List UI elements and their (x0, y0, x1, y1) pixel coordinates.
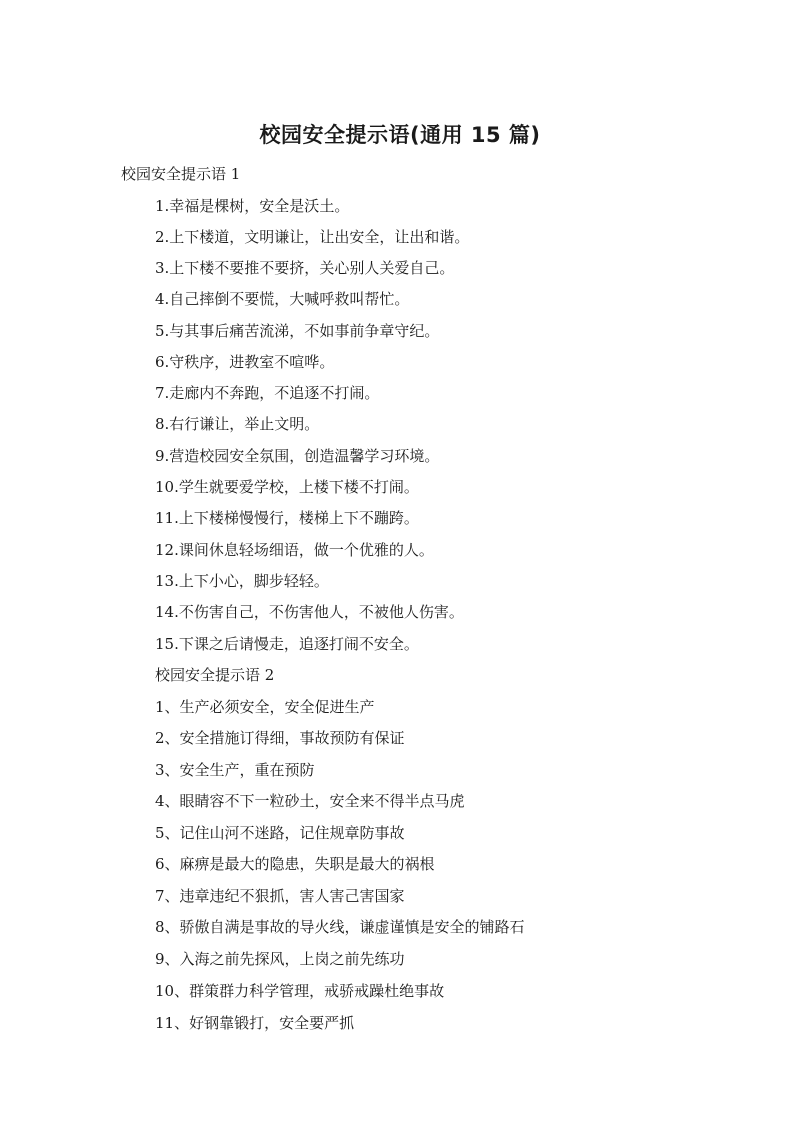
list-item: 2.上下楼道，文明谦让，让出安全，让出和谐。 (155, 228, 470, 246)
list-item: 13.上下小心，脚步轻轻。 (155, 572, 329, 590)
list-item: 11、好钢靠锻打，安全要严抓 (155, 1014, 355, 1032)
list-item: 8、骄傲自满是事故的导火线，谦虚谨慎是安全的铺路石 (155, 918, 525, 936)
list-item: 2、安全措施订得细，事故预防有保证 (155, 729, 405, 747)
list-item: 9.营造校园安全氛围，创造温馨学习环境。 (155, 447, 440, 465)
list-item: 9、入海之前先探风，上岗之前先练功 (155, 950, 405, 968)
section-heading-2: 校园安全提示语 2 (155, 666, 275, 684)
list-item: 4、眼睛容不下一粒砂土，安全来不得半点马虎 (155, 792, 465, 810)
list-item: 10.学生就要爱学校，上楼下楼不打闹。 (155, 478, 419, 496)
list-item: 1、生产必须安全，安全促进生产 (155, 698, 375, 716)
list-item: 7.走廊内不奔跑，不追逐不打闹。 (155, 384, 380, 402)
list-item: 6、麻痹是最大的隐患，失职是最大的祸根 (155, 855, 435, 873)
list-item: 8.右行谦让，举止文明。 (155, 415, 320, 433)
list-item: 10、群策群力科学管理，戒骄戒躁杜绝事故 (155, 982, 445, 1000)
list-item: 11.上下楼梯慢慢行，楼梯上下不蹦跨。 (155, 509, 419, 527)
section-heading-1: 校园安全提示语 1 (121, 165, 241, 183)
list-item: 5.与其事后痛苦流涕，不如事前争章守纪。 (155, 322, 440, 340)
list-item: 3、安全生产，重在预防 (155, 761, 315, 779)
list-item: 7、违章违纪不狠抓，害人害己害国家 (155, 887, 405, 905)
list-item: 3.上下楼不要推不要挤，关心别人关爱自己。 (155, 259, 455, 277)
document-title: 校园安全提示语(通用 15 篇) (259, 123, 541, 147)
list-item: 5、记住山河不迷路，记住规章防事故 (155, 824, 405, 842)
list-item: 14.不伤害自己，不伤害他人，不被他人伤害。 (155, 603, 464, 621)
list-item: 6.守秩序，进教室不喧哗。 (155, 353, 335, 371)
list-item: 1.幸福是棵树，安全是沃土。 (155, 197, 350, 215)
list-item: 15.下课之后请慢走，追逐打闹不安全。 (155, 635, 419, 653)
list-item: 4.自己摔倒不要慌，大喊呼救叫帮忙。 (155, 290, 410, 308)
list-item: 12.课间休息轻场细语，做一个优雅的人。 (155, 541, 434, 559)
